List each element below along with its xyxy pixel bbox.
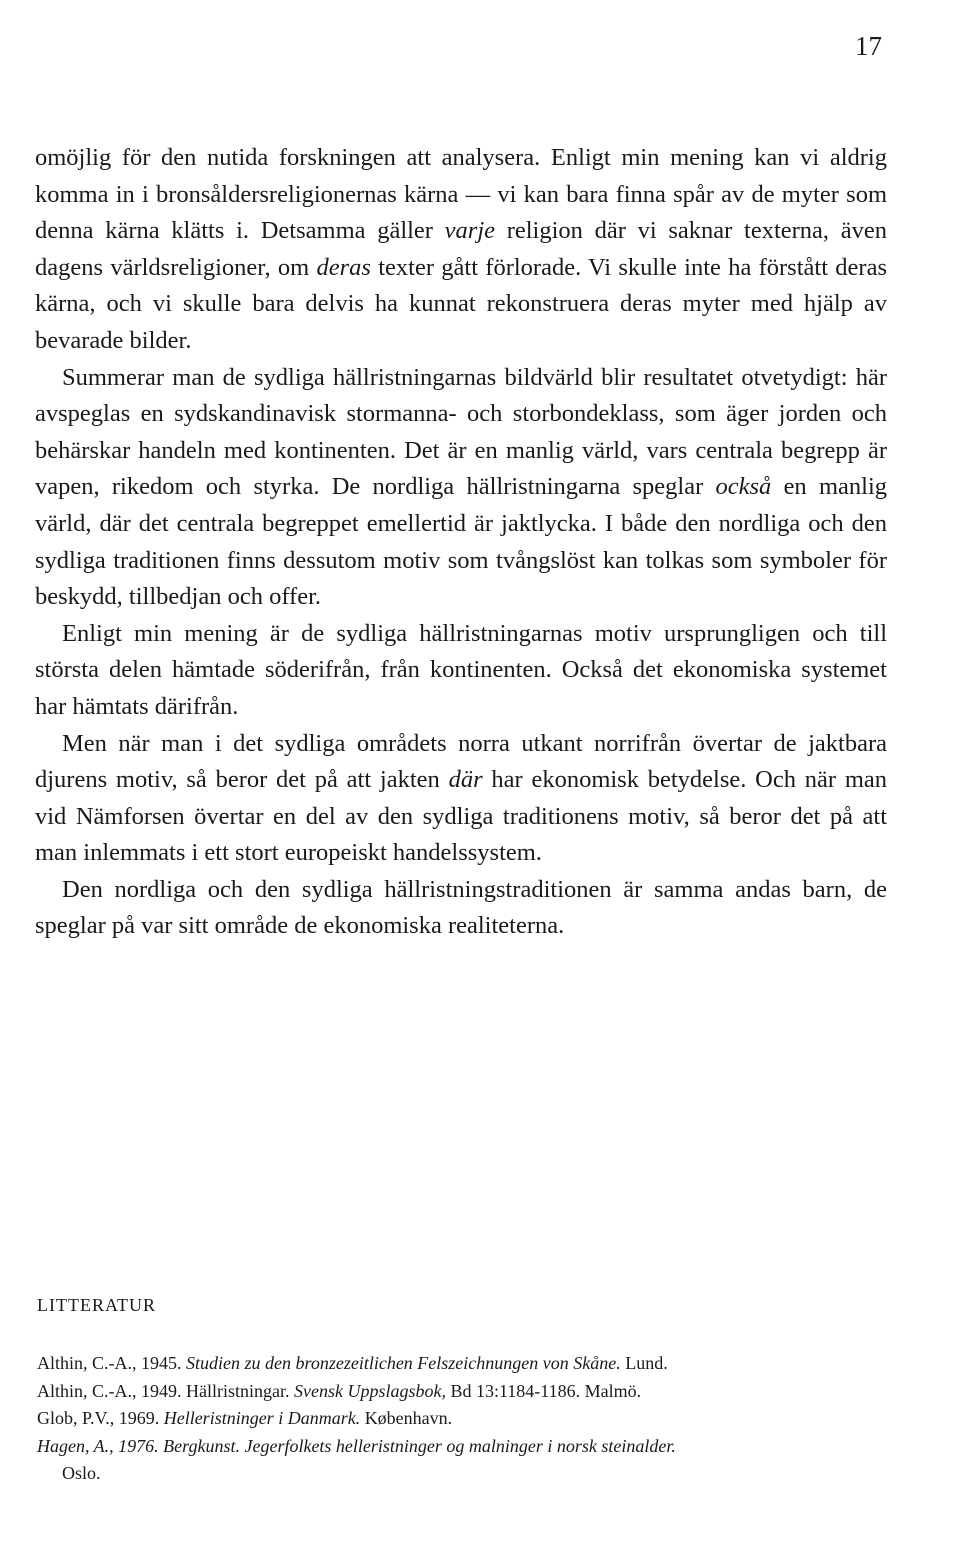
references-list [37,1350,917,1488]
text-run: Oslo. [62,1463,101,1483]
reference-entry [37,1405,917,1433]
italic-text: Hagen, A., 1976. Bergkunst. Jegerfolkets helleristninger og malninger i norsk steinalder. [37,1435,676,1456]
text-run: Althin, C.-A., 1945. [37,1353,187,1373]
text-run: religion där vi saknar texterna, även dagens världsreligioner, om [35,217,887,281]
text-run: Bd 13:1184-1186. Malmö. [445,1380,642,1401]
page-number: 17 [855,31,882,61]
italic-text: också [715,473,772,501]
paragraph [35,726,887,872]
reference-entry [37,1460,917,1488]
references-heading: LITTERATUR [37,1295,156,1315]
italic-text: deras [316,253,371,281]
text-run: Lund. [620,1353,668,1373]
text-run: Men när man i det sydliga områdets norra utkant norrifrån övertar de jaktbara djurens motiv, så beror det på att jakten [35,729,887,794]
paragraph [35,872,887,945]
text-run: en manlig värld, där det centrala begreppet emellertid är jaktlycka. I både den nordliga och den sydliga traditionen finns dessutom motiv som tvångslöst kan tolkas som symboler för beskydd, tillbedjan och offer. [35,473,887,611]
text-run: Den nordliga och den sydliga hällristningstraditionen är samma andas barn, de speglar på var sitt område de ekonomiska realiteterna. [35,875,887,940]
text-run: har ekonomisk betydelse. Och när man vid Nämforsen övertar en del av den sydliga traditionens motiv, så beror det på att man inlemmats i ett stort europeiskt handelssystem. [35,766,888,867]
text-run: København. [360,1408,453,1428]
paragraph [35,360,887,616]
reference-entry [37,1378,917,1406]
text-run: texter gått förlorade. Vi skulle inte ha förstått deras kärna, och vi skulle bara delvis ha kunnat rekonstruera deras myter med hjälp av bevarade bilder. [35,253,887,354]
italic-text: Helleristninger i Danmark. [163,1408,361,1428]
italic-text: varje [444,217,496,245]
italic-text: där [448,766,483,794]
reference-entry [37,1433,917,1461]
paragraph [35,616,887,726]
text-run: Glob, P.V., 1969. [37,1408,164,1428]
italic-text: Svensk Uppslagsbok, [293,1380,446,1401]
text-run: Summerar man de sydliga hällristningarnas bildvärld blir resultatet otvetydigt: här avspeglas en sydskandinavisk stormanna- och storbondeklass, som äger jorden och behärskar handeln med kontinenten. Det är en manlig värld, vars centrala begrepp är vapen, rikedom och styrka. De nordliga hällristningarna speglar [35,363,887,501]
body-text [35,140,887,945]
italic-text: Studien zu den bronzezeitlichen Felszeichnungen von Skåne. [186,1353,621,1373]
paragraph [35,140,887,360]
text-run: Enligt min mening är de sydliga hällristningarnas motiv ursprungligen och till största delen hämtade söderifrån, från kontinenten. Också det ekonomiska systemet har hämtats därifrån. [35,619,887,720]
text-run: omöjlig för den nutida forskningen att analysera. Enligt min mening kan vi aldrig komma in i bronsåldersreligionernas kärna — vi kan bara finna spår av de myter som denna kärna klätts i. Detsamma gäller [35,144,887,245]
reference-entry [37,1350,917,1378]
text-run: Althin, C.-A., 1949. Hällristningar. [37,1380,294,1401]
